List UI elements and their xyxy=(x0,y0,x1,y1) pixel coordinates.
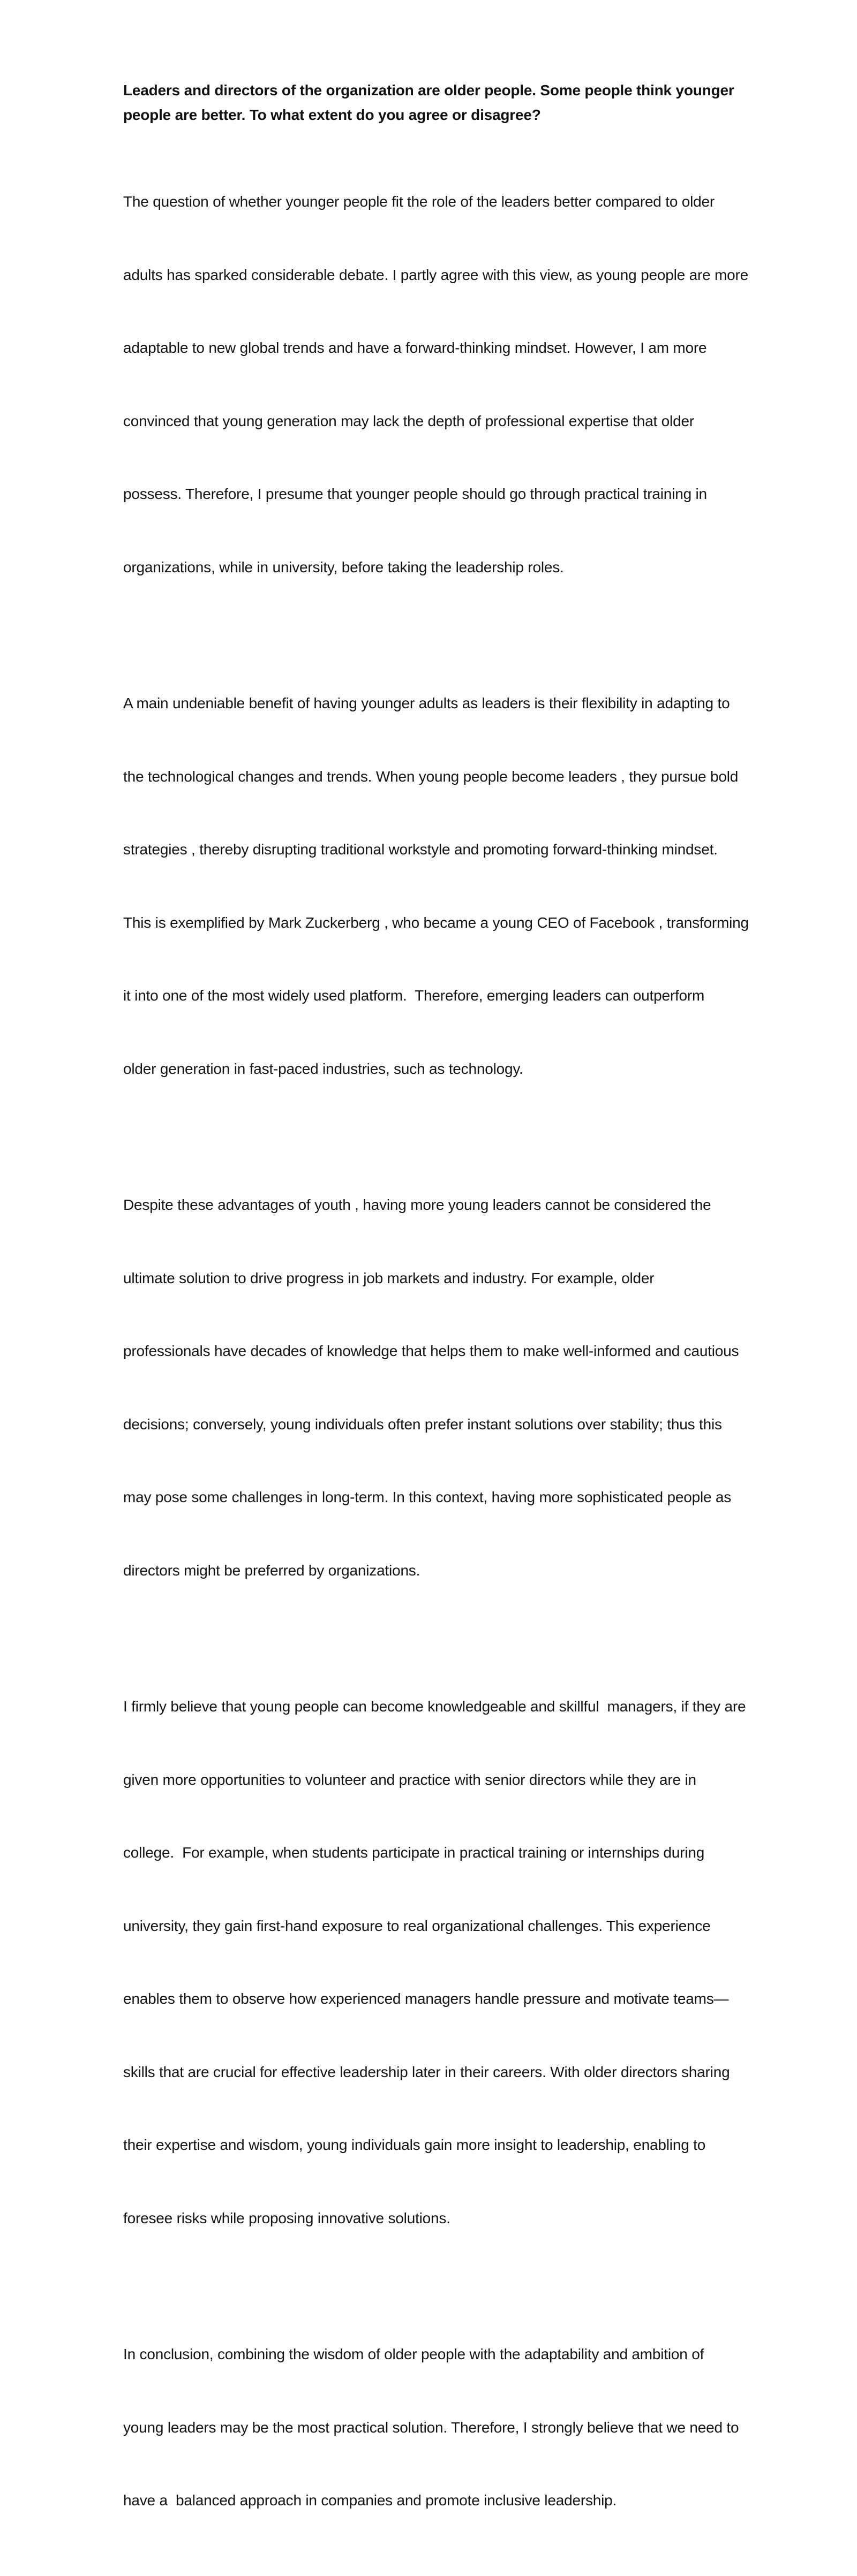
text-line: university, they gain first-hand exposure to real organizational challenges. This experience xyxy=(123,1917,711,1934)
text-line: foresee risks while proposing innovative solutions. xyxy=(123,2209,450,2226)
text-line: decisions; conversely, young individuals often prefer instant solutions over stability; thus this xyxy=(123,1415,722,1433)
paragraph-introduction xyxy=(123,141,803,628)
text-line: skills that are crucial for effective leadership later in their careers. With older directors sharing xyxy=(123,2063,730,2080)
text-line: the technological changes and trends. When young people become leaders , they pursue bold xyxy=(123,768,739,785)
text-line: enables them to observe how experienced managers handle pressure and motivate teams— xyxy=(123,1990,729,2007)
text-line: organizations, while in university, before taking the leadership roles. xyxy=(123,558,564,575)
text-line: may pose some challenges in long-term. In this context, having more sophisticated people as xyxy=(123,1489,732,1505)
paragraph-conclusion xyxy=(123,2293,803,2562)
paragraph-body-1 xyxy=(123,642,803,1130)
text-line: their expertise and wisdom, young individuals gain more insight to leadership, enabling to xyxy=(123,2136,706,2153)
text-line: Despite these advantages of youth , having more young leaders cannot be considered the xyxy=(123,1196,711,1213)
paragraph-body-3 xyxy=(123,1646,803,2279)
essay-title xyxy=(123,78,803,127)
title-line: Leaders and directors of the organization are older people. Some people think younger xyxy=(123,82,734,99)
text-line: This is exemplified by Mark Zuckerberg , who became a young CEO of Facebook , transforming xyxy=(123,914,749,931)
text-line: older generation in fast-paced industries, such as technology. xyxy=(123,1060,523,1077)
text-line: adults has sparked considerable debate. I partly agree with this view, as young people are more xyxy=(123,266,749,283)
text-line: it into one of the most widely used platform. Therefore, emerging leaders can outperform xyxy=(123,987,705,1004)
text-line: A main undeniable benefit of having younger adults as leaders is their flexibility in adapting to xyxy=(123,695,730,711)
text-line: strategies , thereby disrupting traditional workstyle and promoting forward-thinking mindset. xyxy=(123,841,718,858)
paragraph-body-2 xyxy=(123,1144,803,1631)
title-line: people are better. To what extent do you agree or disagree? xyxy=(123,106,541,123)
text-line: directors might be preferred by organizations. xyxy=(123,1562,420,1579)
text-line: young leaders may be the most practical solution. Therefore, I strongly believe that we need to xyxy=(123,2419,739,2436)
text-line: convinced that young generation may lack the depth of professional expertise that older xyxy=(123,412,694,429)
document-body xyxy=(123,78,803,2576)
text-line: have a balanced approach in companies and promote inclusive leadership. xyxy=(123,2492,617,2509)
text-line: In conclusion, combining the wisdom of older people with the adaptability and ambition of xyxy=(123,2346,704,2362)
text-line: college. For example, when students participate in practical training or internships during xyxy=(123,1844,705,1861)
text-line: professionals have decades of knowledge that helps them to make well-informed and cautious xyxy=(123,1343,739,1359)
text-line: ultimate solution to drive progress in job markets and industry. For example, older xyxy=(123,1269,655,1286)
text-line: I firmly believe that young people can become knowledgeable and skillful managers, if they are xyxy=(123,1698,746,1715)
text-line: given more opportunities to volunteer and practice with senior directors while they are in xyxy=(123,1771,696,1788)
text-line: adaptable to new global trends and have a forward-thinking mindset. However, I am more xyxy=(123,339,707,356)
text-line: possess. Therefore, I presume that younger people should go through practical training in xyxy=(123,486,707,502)
text-line: The question of whether younger people fit the role of the leaders better compared to older xyxy=(123,193,715,210)
